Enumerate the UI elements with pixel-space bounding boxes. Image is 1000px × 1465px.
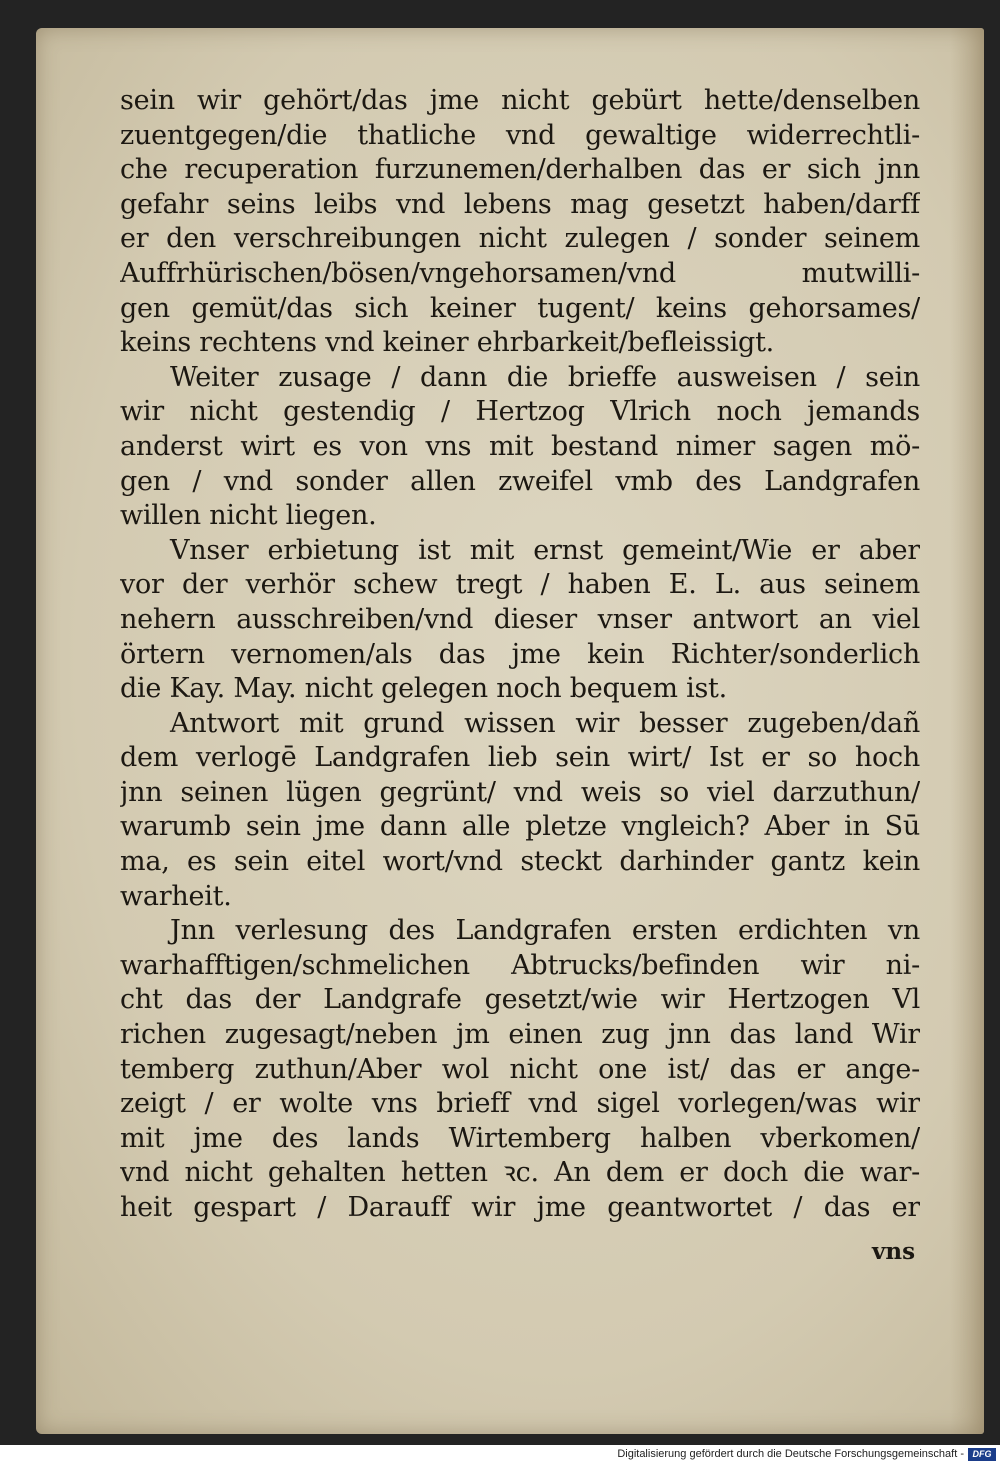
text-line: jnn seinen lügen gegrünt/ vnd weis so viel darzuthun/ <box>120 776 920 808</box>
footer-bar <box>0 1445 1000 1465</box>
text-line: er den verschreibungen nicht zulegen / sonder seinem <box>120 223 920 255</box>
paragraph-start-line: Weiter zusage / dann die brieffe ausweisen / sein <box>170 361 920 393</box>
text-line: dem verlogē Landgrafen lieb sein wirt/ Ist er so hoch <box>120 742 920 774</box>
text-line: cht das der Landgrafe gesetzt/wie wir Hertzogen Vl <box>120 984 920 1016</box>
text-line: Auffrhürischen/bösen/vngehorsamen/vnd mutwilli- <box>120 257 920 289</box>
text-line: warheit. <box>120 880 232 912</box>
text-line: örtern vernomen/als das jme kein Richter/sonderlich <box>120 638 920 670</box>
text-line: heit gespart / Darauff wir jme geantwortet / das er <box>120 1192 920 1223</box>
text-line: vnd nicht gehalten hetten ꝛc. An dem er doch die war- <box>120 1157 920 1189</box>
paragraph-start-line: Vnser erbietung ist mit ernst gemeint/Wie er aber <box>170 534 920 566</box>
text-line: warhafftigen/schmelichen Abtrucks/befinden wir ni- <box>120 949 920 981</box>
text-line: gen gemüt/das sich keiner tugent/ keins gehorsames/ <box>120 292 920 324</box>
text-line: wir nicht gestendig / Hertzog Vlrich noch jemands <box>120 396 920 428</box>
paragraph-start-line: Antwort mit grund wissen wir besser zugeben/dañ <box>170 707 920 739</box>
text-line: zeigt / er wolte vns brieff vnd sigel vorlegen/was wir <box>120 1088 920 1120</box>
dfg-logo: DFG <box>968 1448 996 1461</box>
catchword: vns <box>872 1238 916 1265</box>
page-text-block <box>120 84 920 1226</box>
text-line: gen / vnd sonder allen zweifel vmb des Landgrafen <box>120 465 920 497</box>
text-line: anderst wirt es von vns mit bestand nimer sagen mö- <box>120 430 920 462</box>
text-line: temberg zuthun/Aber wol nicht one ist/ das er ange- <box>120 1053 920 1085</box>
paragraph-start-line: Jnn verlesung des Landgrafen ersten erdichten vn <box>170 915 920 947</box>
text-line: nehern ausschreiben/vnd dieser vnser antwort an viel <box>120 603 920 635</box>
text-line: willen nicht liegen. <box>120 500 377 532</box>
text-line: warumb sein jme dann alle pletze vngleich? Aber in Sū <box>120 811 920 843</box>
text-line: vor der verhör schew tregt / haben E. L. aus seinem <box>120 569 920 601</box>
text-line: die Kay. May. nicht gelegen noch bequem ist. <box>120 673 727 705</box>
text-line: ma, es sein eitel wort/vnd steckt darhinder gantz kein <box>120 846 920 878</box>
digitization-credit: Digitalisierung gefördert durch die Deutsche Forschungsgemeinschaft - <box>617 1448 964 1460</box>
text-line: keins rechtens vnd keiner ehrbarkeit/befleissigt. <box>120 327 774 359</box>
page-edge-shading <box>950 28 984 1434</box>
text-line: gefahr seins leibs vnd lebens mag gesetzt haben/darff <box>120 188 920 220</box>
text-line: zuentgegen/die thatliche vnd gewaltige widerrechtli- <box>120 119 920 151</box>
text-line: sein wir gehört/das jme nicht gebürt hette/denselben <box>120 85 920 116</box>
text-line: mit jme des lands Wirtemberg halben vberkomen/ <box>120 1122 920 1154</box>
text-line: richen zugesagt/neben jm einen zug jnn das land Wir <box>120 1019 920 1051</box>
text-line: che recuperation furzunemen/derhalben das er sich jnn <box>120 154 920 186</box>
